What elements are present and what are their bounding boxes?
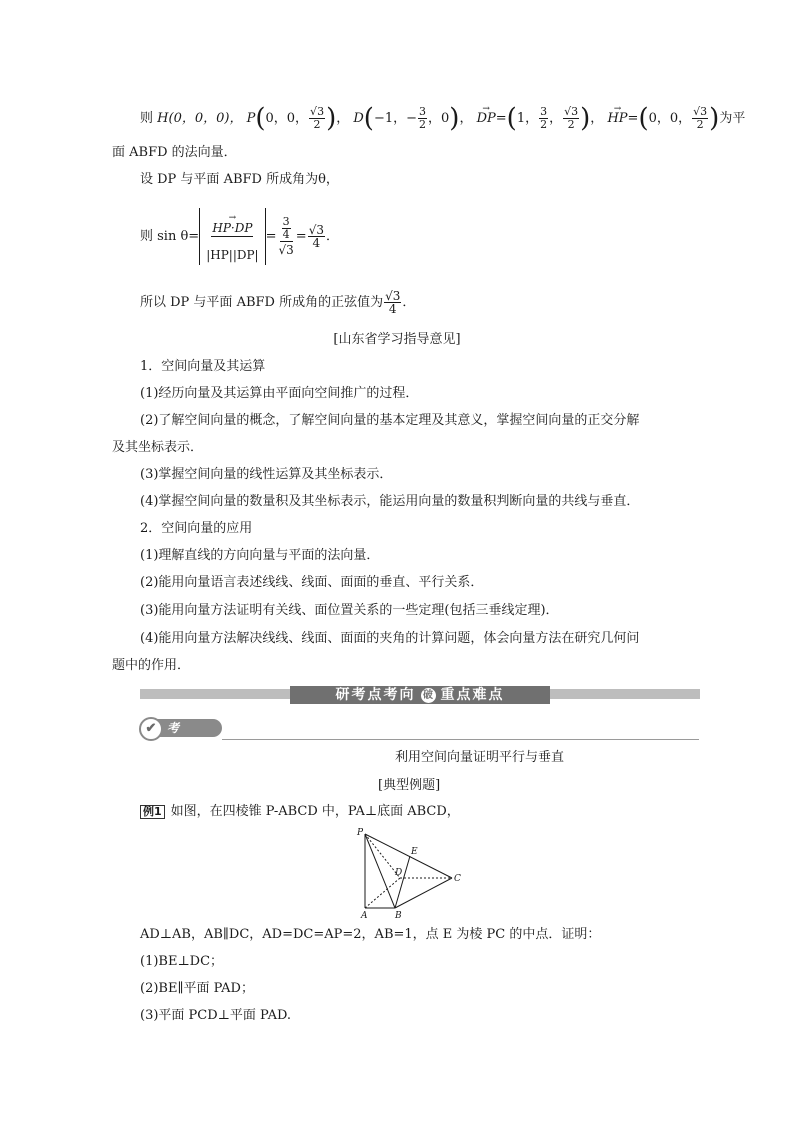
formula-numerator: → HP·DP [211, 220, 253, 237]
pyramid-figure [355, 826, 465, 921]
item-2-4-cont: 题中的作用． [112, 658, 191, 673]
label-a: A [361, 911, 368, 921]
edge-ad [365, 878, 400, 908]
banner-mid-icon: 破 [421, 688, 436, 703]
normal-vector-text: 面 ABFD 的法向量． [112, 145, 237, 160]
point-h-coord: H(0，0，0)， [157, 111, 243, 126]
item-1-1: (1)经历向量及其运算由平面向空间推广的过程． [140, 386, 419, 401]
section-banner [140, 686, 700, 704]
item-1-2: (2)了解空间向量的概念，了解空间向量的基本定理及其意义，掌握空间向量的正交分解 [140, 413, 640, 428]
item-1-4: (4)掌握空间向量的数量积及其坐标表示，能运用向量的数量积判断向量的共线与垂直． [140, 494, 640, 509]
kaodian-number: 1 [167, 757, 176, 771]
question-3: (3)平面 PCD⊥平面 PAD. [140, 1008, 292, 1023]
section-title: [山东省学习指导意见] [333, 332, 461, 347]
example-conditions: AD⊥AB，AB∥DC，AD=DC=AP=2，AB=1，点 E 为棱 PC 的中点．证明： [140, 927, 601, 942]
label-d: D [395, 868, 403, 878]
example-intro: 例1 如图，在四棱锥 P-ABCD 中，PA⊥底面 ABCD， [140, 803, 460, 821]
frac-3-over-2: $\frac{3}{2}$ [419, 105, 427, 131]
formula-denominator: |HP||DP| [206, 248, 259, 262]
example-badge: 例1 [140, 805, 165, 819]
kaodian-divider [222, 739, 699, 740]
text-tail: 为平 [719, 111, 746, 126]
topic-title: 利用空间向量证明平行与垂直 [395, 750, 565, 765]
vector-hp: → HP [607, 110, 627, 128]
coordinates-line: 则 H(0，0，0)， P(0，0， $\frac{√3}{2}$ )， D(−1，− $\frac{3}{2}$ ，0)， → DP=(1， $\frac{3}{2}$ ， $\frac{√3}{2}$ )， → HP=(0，0， $\frac{√3}{2}$ )为平 [140, 106, 745, 131]
sin-theta-formula: 则 sin θ= → $\frac{HP\cdot DP}{|HP||DP|}$ = $\frac{\frac{3}{4}}{√3}$ = $\frac{√3}{4}$ ． [140, 200, 339, 274]
frac-sqrt3-over-2: $\frac{√3}{2}$ [310, 105, 325, 131]
text-ze: 则 [140, 111, 154, 126]
point-d-label: D [353, 111, 364, 126]
point-p-coord: 0，0， [265, 111, 309, 126]
vector-hp-coord: 0，0， [648, 111, 692, 126]
point-p-label: P [246, 111, 256, 126]
item-1: 1．空间向量及其运算 [140, 359, 266, 374]
item-2-2: (2)能用向量语言表述线线、线面、面面的垂直、平行关系． [140, 575, 484, 590]
item-2: 2．空间向量的应用 [140, 521, 253, 536]
angle-definition-text: 设 DP 与平面 ABFD 所成角为θ， [140, 172, 339, 187]
edge-be [395, 856, 410, 908]
label-p: P [357, 828, 364, 838]
vector-dp-coord: 1， [516, 111, 539, 126]
typical-examples-title: [典型例题] [378, 778, 441, 793]
label-c: C [454, 874, 461, 884]
item-1-3: (3)掌握空间向量的线性运算及其坐标表示． [140, 467, 393, 482]
point-d-coord: −1，− [373, 111, 418, 126]
label-e: E [411, 847, 418, 857]
question-2: (2)BE∥平面 PAD； [140, 981, 254, 996]
banner-label: 研考点考向 破 重点难点 [290, 686, 550, 704]
sine-result-text: 所以 DP 与平面 ABFD 所成角的正弦值为 $\frac{√3}{4}$ ． [140, 289, 416, 316]
edge-pc [365, 834, 452, 878]
edge-pb [365, 834, 395, 908]
item-1-2-cont: 及其坐标表示． [112, 440, 204, 455]
edge-bc [395, 878, 452, 908]
item-2-1: (1)理解直线的方向向量与平面的法向量． [140, 548, 380, 563]
item-2-4: (4)能用向量方法解决线线、线面、面面的夹角的计算问题，体会向量方法在研究几何问 [140, 631, 640, 646]
question-1: (1)BE⊥DC； [140, 954, 224, 969]
item-2-3: (3)能用向量方法证明有关线、面位置关系的一些定理(包括三垂线定理)． [140, 603, 559, 618]
label-b: B [395, 911, 402, 921]
kaodian-label: 考点 [167, 721, 180, 753]
vector-dp: → DP [477, 110, 496, 128]
check-icon: ✔ [139, 717, 163, 741]
sin-theta-label: 则 sin θ= [140, 229, 200, 244]
